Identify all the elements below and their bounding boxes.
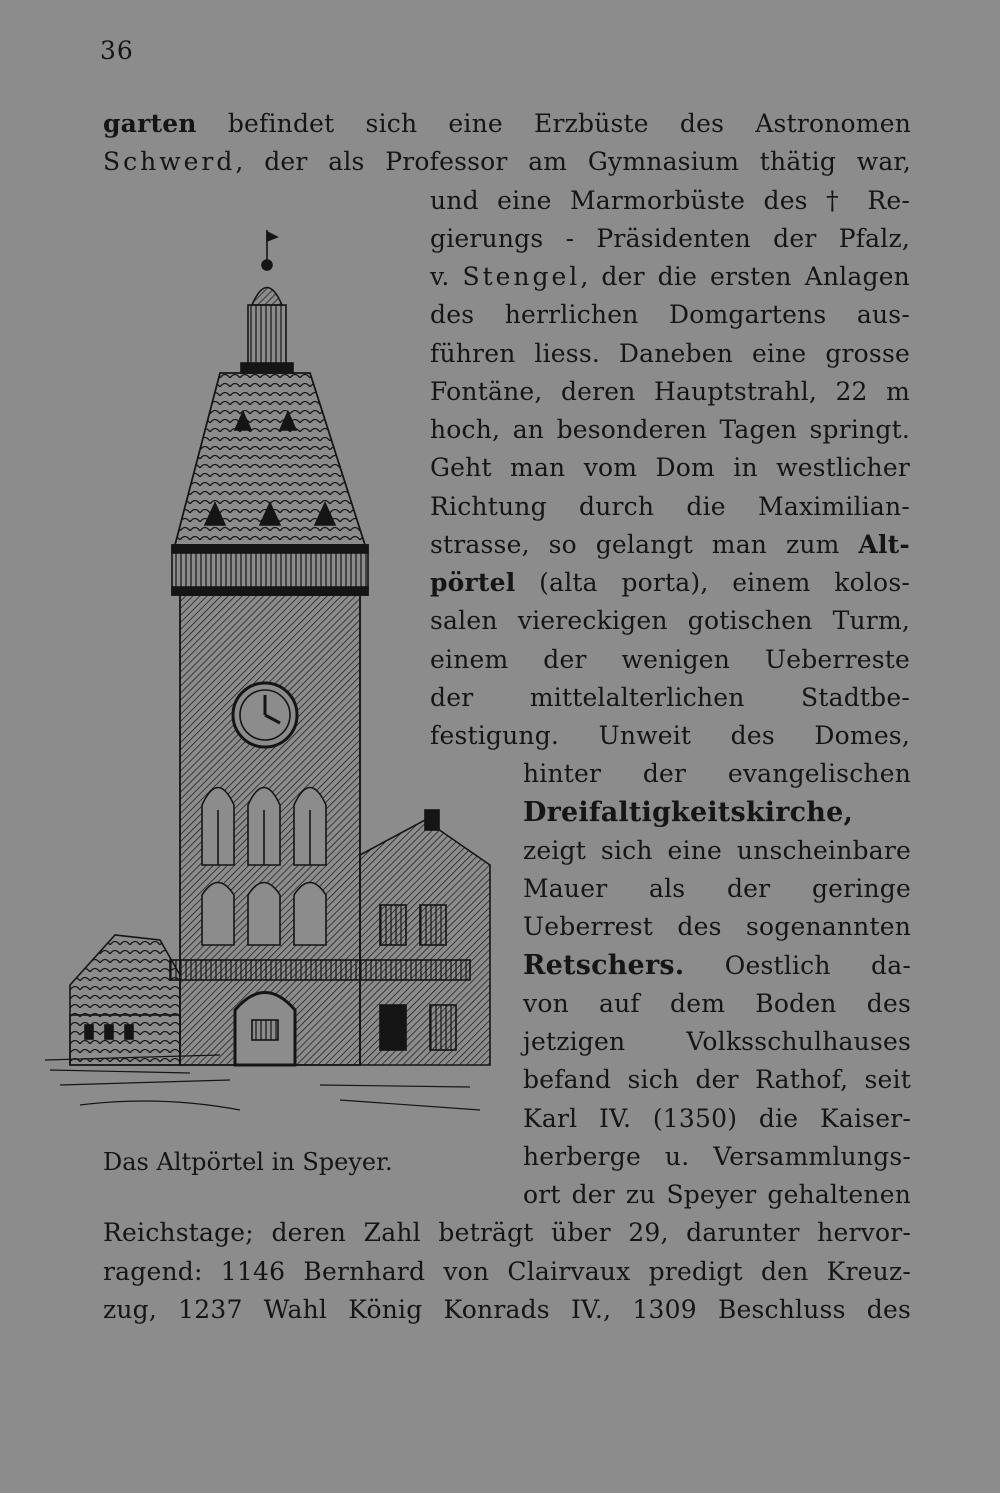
text-line-12: strasse, so gelangt man zum Alt-: [430, 530, 910, 559]
text-line-16: der mittelalterlichen Stadtbe-: [430, 683, 910, 712]
page-number: 36: [100, 36, 134, 65]
text-line-25: jetzigen Volksschulhauses: [523, 1027, 911, 1056]
text-line-1: garten befindet sich eine Erzbüste des Astronomen: [103, 109, 911, 138]
text-line-14: salen viereckigen gotischen Turm,: [430, 606, 910, 635]
altpoertel-illustration: [40, 225, 500, 1125]
text-line-7: führen liess. Daneben eine grosse: [430, 339, 910, 368]
text-line-3: und eine Marmorbüste des † Re-: [430, 186, 910, 215]
text-line-9: hoch, an besonderen Tagen springt.: [430, 415, 910, 444]
text-line-17: festigung. Unweit des Domes,: [430, 721, 910, 750]
figure-caption: Das Altpörtel in Speyer.: [103, 1148, 393, 1176]
text-line-28: herberge u. Versammlungs-: [523, 1142, 911, 1171]
text-line-20: zeigt sich eine unscheinbare: [523, 836, 911, 865]
text-line-2: Schwerd, der als Professor am Gymnasium thätig war,: [103, 147, 911, 176]
text-line-13: pörtel (alta porta), einem kolos-: [430, 568, 910, 597]
text-line-22: Ueberrest des sogenannten: [523, 912, 911, 941]
text-line-18: hinter der evangelischen: [523, 759, 911, 788]
text-line-27: Karl IV. (1350) die Kaiser-: [523, 1104, 911, 1133]
text-line-29: ort der zu Speyer gehaltenen: [523, 1180, 911, 1209]
text-line-4: gierungs - Präsidenten der Pfalz,: [430, 224, 910, 253]
text-line-5: v. Stengel, der die ersten Anlagen: [430, 262, 910, 291]
text-line-23: Retschers. Oestlich da-: [523, 950, 911, 981]
text-line-6: des herrlichen Domgartens aus-: [430, 300, 910, 329]
text-line-24: von auf dem Boden des: [523, 989, 911, 1018]
text-line-15: einem der wenigen Ueberreste: [430, 645, 910, 674]
text-line-8: Fontäne, deren Hauptstrahl, 22 m: [430, 377, 910, 406]
text-line-10: Geht man vom Dom in westlicher: [430, 453, 910, 482]
text-line-32: zug, 1237 Wahl König Konrads IV., 1309 Beschluss des: [103, 1295, 911, 1324]
text-line-30: Reichstage; deren Zahl beträgt über 29, darunter hervor-: [103, 1218, 911, 1247]
text-line-21: Mauer als der geringe: [523, 874, 911, 903]
text-line-31: ragend: 1146 Bernhard von Clairvaux predigt den Kreuz-: [103, 1257, 911, 1286]
text-line-26: befand sich der Rathof, seit: [523, 1065, 911, 1094]
text-line-11: Richtung durch die Maximilian-: [430, 492, 910, 521]
text-line-19: Dreifaltigkeitskirche,: [523, 797, 854, 828]
